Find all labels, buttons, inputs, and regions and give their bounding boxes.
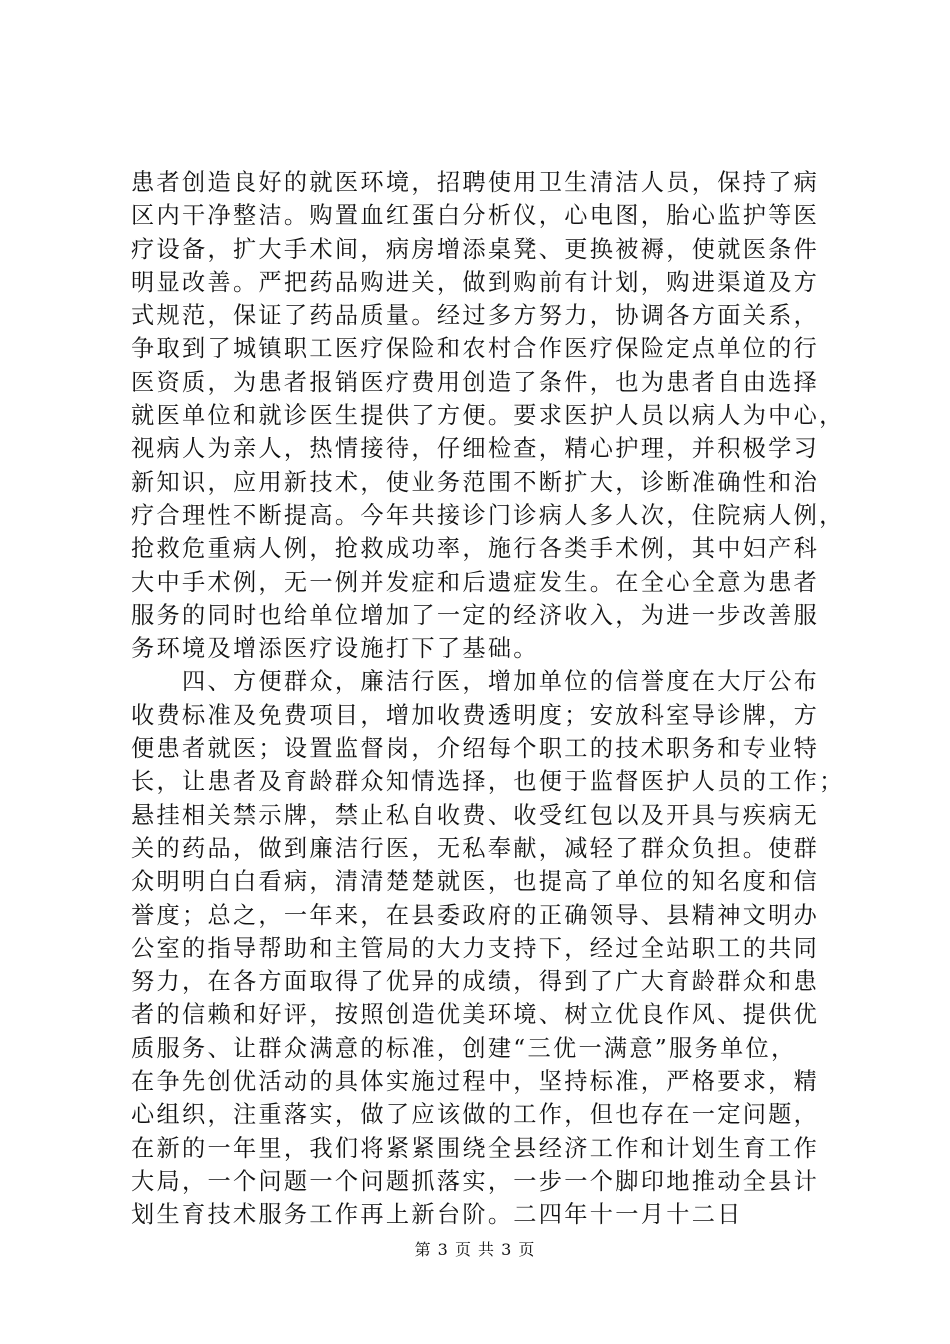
text-line: 划生育技术服务工作再上新台阶。二四年十一月十二日 — [131, 1201, 743, 1229]
text-line: 务环境及增添医疗设施打下了基础。 — [131, 635, 539, 663]
text-line: 质服务、让群众满意的标准，创建“三优一满意”服务单位， — [131, 1034, 797, 1062]
text-line: 抢救危重病人例，抢救成功率，施行各类手术例，其中妇产科 — [131, 535, 820, 563]
text-line: 便患者就医；设置监督岗，介绍每个职工的技术职务和专业特 — [131, 735, 820, 763]
text-line: 努力，在各方面取得了优异的成绩，得到了广大育龄群众和患 — [131, 968, 820, 996]
text-line: 悬挂相关禁示牌，禁止私自收费、收受红包以及开具与疾病无 — [131, 801, 820, 829]
text-line: 大中手术例，无一例并发症和后遗症发生。在全心全意为患者 — [131, 568, 820, 596]
text-line: 关的药品，做到廉洁行医，无私奉献，减轻了群众负担。使群 — [131, 834, 820, 862]
text-line: 疗合理性不断提高。今年共接诊门诊病人多人次，住院病人例， — [131, 501, 845, 529]
text-line: 大局，一个问题一个问题抓落实，一步一个脚印地推动全县计 — [131, 1167, 820, 1195]
text-line: 视病人为亲人，热情接待，仔细检查，精心护理，并积极学习 — [131, 435, 820, 463]
text-line: 服务的同时也给单位增加了一定的经济收入，为进一步改善服 — [131, 601, 820, 629]
paragraph-start-line: 四、方便群众，廉洁行医，增加单位的信誉度在大厅公布 — [131, 668, 820, 696]
text-line: 收费标准及免费项目，增加收费透明度；安放科室导诊牌，方 — [131, 701, 820, 729]
text-line: 在争先创优活动的具体实施过程中，坚持标准，严格要求，精 — [131, 1068, 820, 1096]
text-line: 医资质，为患者报销医疗费用创造了条件，也为患者自由选择 — [131, 368, 820, 396]
text-line: 长，让患者及育龄群众知情选择，也便于监督医护人员的工作； — [131, 768, 845, 796]
text-line: 明显改善。严把药品购进关，做到购前有计划，购进渠道及方 — [131, 268, 820, 296]
text-line: 就医单位和就诊医生提供了方便。要求医护人员以病人为中心， — [131, 402, 845, 430]
page-number-footer: 第 3 页 共 3 页 — [414, 1240, 536, 1259]
text-line: 争取到了城镇职工医疗保险和农村合作医疗保险定点单位的行 — [131, 335, 820, 363]
text-line: 者的信赖和好评，按照创造优美环境、树立优良作风、提供优 — [131, 1001, 820, 1029]
text-line: 在新的一年里，我们将紧紧围绕全县经济工作和计划生育工作 — [131, 1134, 820, 1162]
text-line: 新知识，应用新技术，使业务范围不断扩大，诊断准确性和治 — [131, 468, 820, 496]
text-line: 众明明白白看病，清清楚楚就医，也提高了单位的知名度和信 — [131, 868, 820, 896]
text-line: 心组织，注重落实，做了应该做的工作，但也存在一定问题， — [131, 1101, 820, 1129]
text-line: 式规范，保证了药品质量。经过多方努力，协调各方面关系， — [131, 302, 820, 330]
text-line: 疗设备，扩大手术间，病房增添桌凳、更换被褥，使就医条件 — [131, 235, 820, 263]
text-line: 患者创造良好的就医环境，招聘使用卫生清洁人员，保持了病 — [131, 169, 820, 196]
text-line: 区内干净整洁。购置血红蛋白分析仪，心电图，胎心监护等医 — [131, 202, 820, 230]
body-text — [131, 166, 845, 1232]
text-line: 公室的指导帮助和主管局的大力支持下，经过全站职工的共同 — [131, 934, 820, 962]
text-line: 誉度；总之，一年来，在县委政府的正确领导、县精神文明办 — [131, 901, 820, 929]
